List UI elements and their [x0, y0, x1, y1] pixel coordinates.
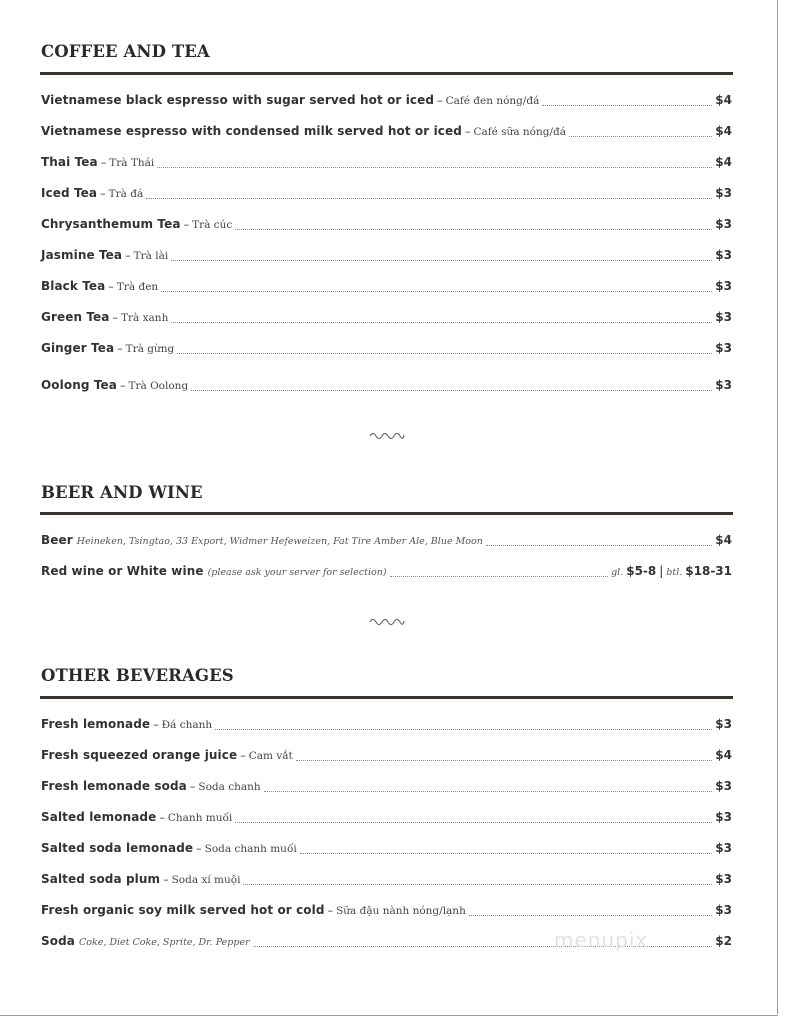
item-note: Coke, Diet Coke, Sprite, Dr. Pepper [78, 937, 250, 948]
menu-item [41, 155, 732, 171]
item-dash: – [240, 749, 246, 762]
item-note: (please ask your server for selection) [207, 567, 387, 578]
bottle-price: $18-31 [685, 564, 732, 578]
dot-leader [264, 790, 713, 792]
dot-leader [542, 104, 712, 106]
item-price: $3 [715, 310, 732, 324]
item-price: $4 [715, 93, 732, 107]
item-name: Black Tea [41, 279, 106, 293]
item-dash: – [108, 280, 114, 293]
watermark-logo: menupix [554, 928, 649, 952]
menu-item [41, 810, 732, 826]
item-dash: – [100, 156, 107, 169]
item-dash: – [125, 249, 131, 262]
menu-item [41, 279, 732, 295]
item-dash: – [119, 379, 126, 392]
price-separator: | [659, 564, 664, 578]
item-name: Salted soda plum [41, 872, 161, 886]
dot-leader [161, 290, 712, 292]
item-note: Heineken, Tsingtao, 33 Export, Widmer Hefeweizen, Fat Tire Amber Ale, Blue Moon [76, 536, 483, 547]
item-vietnamese-name: Sữa đậu nành nóng/lạnh [336, 905, 466, 917]
menu-item [41, 248, 732, 264]
item-dash: – [464, 125, 471, 138]
item-name: Green Tea [41, 310, 110, 324]
menu-item [41, 779, 732, 795]
menu-item [41, 93, 732, 109]
menu-item [41, 841, 732, 857]
menu-item [41, 872, 732, 888]
item-vietnamese-name: Trà xanh [121, 312, 169, 324]
page-edge-right [777, 0, 778, 1014]
section-title-beer-and-wine: BEER AND WINE [41, 483, 203, 502]
dot-leader [486, 544, 712, 546]
item-vietnamese-name: Café đen nóng/đá [445, 95, 540, 107]
item-dash: – [327, 904, 334, 917]
item-name: Beer [41, 533, 73, 547]
dot-leader [146, 197, 712, 199]
item-price: $4 [715, 533, 732, 547]
dot-leader [296, 759, 713, 761]
item-dash: – [100, 187, 106, 200]
item-vietnamese-name: Trà gừng [125, 343, 175, 355]
item-name: Vietnamese espresso with condensed milk served hot or iced [41, 124, 462, 138]
menu-item [41, 186, 732, 202]
item-price: $3 [715, 717, 732, 731]
section-rule [40, 696, 733, 699]
glass-price: $5-8 [626, 564, 657, 578]
wine-prices [611, 564, 732, 578]
item-vietnamese-name: Đá chanh [161, 719, 213, 731]
wave-divider-icon [369, 430, 405, 440]
item-price: $3 [715, 217, 732, 231]
item-price: $3 [715, 903, 732, 917]
item-vietnamese-name: Trà cúc [192, 219, 233, 231]
item-price: $4 [715, 748, 732, 762]
dot-leader [191, 389, 712, 391]
item-price: $4 [715, 124, 732, 138]
item-dash: – [112, 311, 118, 324]
item-dash: – [183, 218, 190, 231]
item-vietnamese-name: Soda xí muội [171, 874, 241, 886]
section-rule [40, 512, 733, 515]
dot-leader [177, 352, 712, 354]
dot-leader [215, 728, 712, 730]
section-title-coffee-and-tea: COFFEE AND TEA [41, 42, 210, 61]
item-name: Fresh squeezed orange juice [41, 748, 238, 762]
bottle-label: btl. [666, 567, 683, 578]
item-vietnamese-name: Trà Thái [109, 157, 155, 169]
item-name: Fresh lemonade soda [41, 779, 187, 793]
item-price: $3 [715, 378, 732, 392]
dot-leader [235, 228, 712, 230]
menu-item [41, 124, 732, 140]
dot-leader [235, 821, 712, 823]
menu-item [41, 717, 732, 733]
item-price: $2 [715, 934, 732, 948]
menu-item-beer [41, 533, 732, 549]
dot-leader [243, 883, 712, 885]
item-vietnamese-name: Trà lài [133, 250, 169, 262]
item-dash: – [159, 811, 165, 824]
item-name: Fresh lemonade [41, 717, 151, 731]
item-price: $3 [715, 248, 732, 262]
item-dash: – [189, 780, 196, 793]
dot-leader [469, 914, 712, 916]
item-price: $3 [715, 279, 732, 293]
item-vietnamese-name: Trà Oolong [128, 380, 189, 392]
item-name: Thai Tea [41, 155, 98, 169]
item-vietnamese-name: Cam vắt [248, 750, 293, 762]
section-rule [40, 72, 733, 75]
item-name: Oolong Tea [41, 378, 117, 392]
item-price: $3 [715, 810, 732, 824]
item-price: $3 [715, 779, 732, 793]
item-dash: – [153, 718, 159, 731]
menu-item [41, 378, 732, 394]
wave-divider-icon [369, 616, 405, 626]
menu-item [41, 748, 732, 764]
item-dash: – [196, 842, 202, 855]
dot-leader [171, 321, 712, 323]
dot-leader [171, 259, 712, 261]
dot-leader [569, 135, 712, 137]
menu-item [41, 310, 732, 326]
item-vietnamese-name: Trà đá [108, 188, 144, 200]
section-title-other-beverages: OTHER BEVERAGES [41, 666, 234, 685]
dot-leader [300, 852, 713, 854]
item-name: Red wine or White wine [41, 564, 204, 578]
item-vietnamese-name: Soda chanh [198, 781, 261, 793]
item-name: Fresh organic soy milk served hot or cold [41, 903, 325, 917]
item-price: $4 [715, 155, 732, 169]
dot-leader [157, 166, 712, 168]
item-price: $3 [715, 841, 732, 855]
dot-leader [390, 575, 609, 577]
item-vietnamese-name: Trà đen [116, 281, 159, 293]
item-dash: – [163, 873, 169, 886]
item-vietnamese-name: Café sữa nóng/đá [473, 126, 567, 138]
item-price: $3 [715, 186, 732, 200]
glass-label: gl. [611, 567, 624, 578]
item-name: Soda [41, 934, 75, 948]
item-name: Salted lemonade [41, 810, 157, 824]
item-name: Iced Tea [41, 186, 98, 200]
page-edge-bottom [0, 1015, 778, 1016]
item-name: Chrysanthemum Tea [41, 217, 181, 231]
item-name: Jasmine Tea [41, 248, 123, 262]
item-dash: – [117, 342, 123, 355]
menu-item [41, 341, 732, 357]
item-vietnamese-name: Soda chanh muối [204, 843, 297, 855]
item-name: Salted soda lemonade [41, 841, 194, 855]
item-price: $3 [715, 872, 732, 886]
menu-item [41, 217, 732, 233]
item-price: $3 [715, 341, 732, 355]
item-name: Vietnamese black espresso with sugar served hot or iced [41, 93, 435, 107]
menu-item-wine [41, 564, 732, 580]
item-dash: – [437, 94, 443, 107]
menu-item [41, 903, 732, 919]
item-vietnamese-name: Chanh muối [167, 812, 233, 824]
item-name: Ginger Tea [41, 341, 115, 355]
